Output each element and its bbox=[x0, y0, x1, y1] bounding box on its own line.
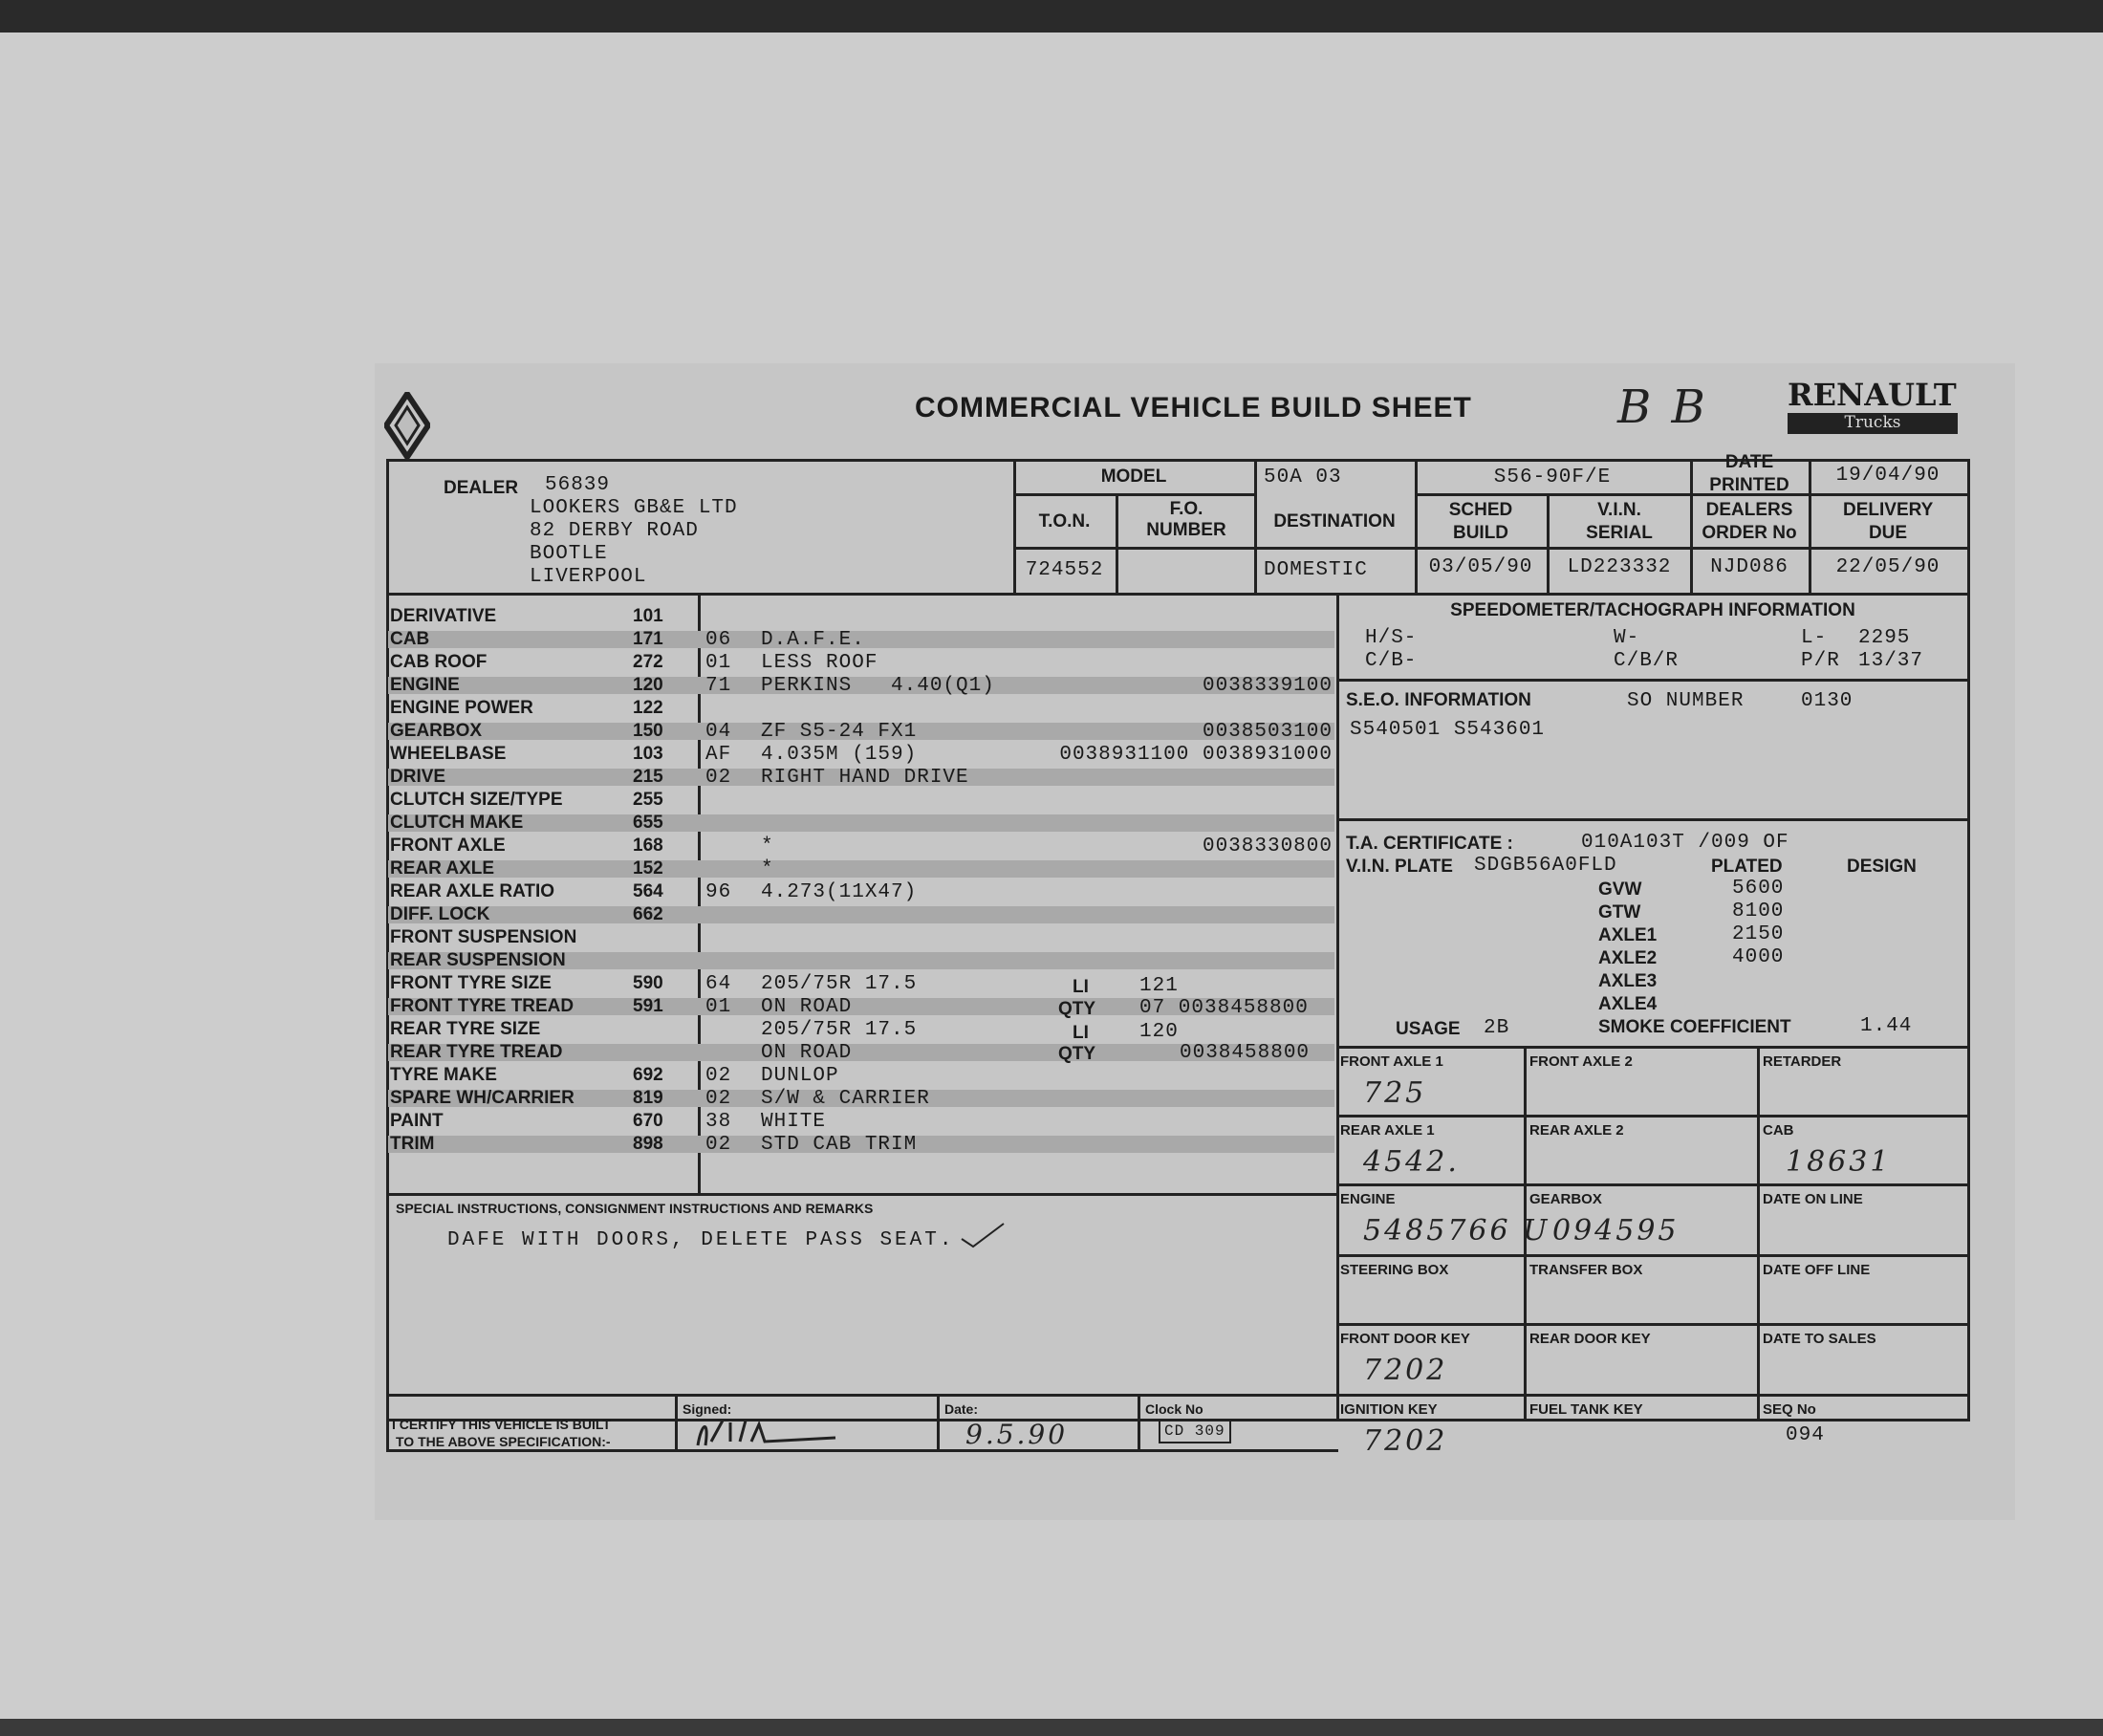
spec-row-part-number: 0038503100 bbox=[1202, 721, 1333, 743]
grid-box-label: STEERING BOX bbox=[1340, 1262, 1449, 1278]
delivery-due-label: DELIVERY DUE bbox=[1843, 500, 1934, 543]
dealers-order-value: NJD086 bbox=[1710, 556, 1789, 578]
spec-row-option: 96 bbox=[705, 881, 732, 903]
spec-row-description: ON ROAD bbox=[761, 996, 853, 1018]
weight-label: GVW bbox=[1598, 879, 1642, 900]
grid-box-label: FRONT AXLE 2 bbox=[1529, 1053, 1633, 1070]
dealers-order-label: DEALERS ORDER No bbox=[1702, 500, 1797, 543]
usage-label: USAGE bbox=[1396, 1019, 1461, 1039]
usage-value: 2B bbox=[1484, 1017, 1510, 1039]
spec-row-option: 71 bbox=[705, 675, 732, 697]
grid-box-label: DATE ON LINE bbox=[1763, 1191, 1863, 1207]
front-li-label: LI bbox=[1073, 977, 1089, 997]
so-number-value: 0130 bbox=[1801, 690, 1854, 712]
grid-box-label: FRONT DOOR KEY bbox=[1340, 1331, 1470, 1347]
vin-plate-label: V.I.N. PLATE bbox=[1346, 857, 1453, 877]
row-shade bbox=[388, 814, 1334, 832]
spec-row-option: 01 bbox=[705, 996, 732, 1018]
sched-build-label: SCHED BUILD bbox=[1448, 500, 1513, 543]
grid-box-label: TRANSFER BOX bbox=[1529, 1262, 1643, 1278]
rear-li-label: LI bbox=[1073, 1023, 1089, 1043]
date-printed-label: DATE PRINTED bbox=[1709, 452, 1789, 495]
spec-row-option: 02 bbox=[705, 1088, 732, 1110]
spec-row-code: 103 bbox=[633, 744, 663, 764]
speedo-cbr: C/B/R bbox=[1614, 650, 1680, 672]
spec-row-code: 171 bbox=[633, 629, 663, 649]
smoke-coefficient-value: 1.44 bbox=[1860, 1015, 1913, 1037]
dealer-code: 56839 bbox=[545, 474, 611, 496]
spec-row-label: TYRE MAKE bbox=[390, 1065, 497, 1085]
scan-bottom-border bbox=[0, 1719, 2103, 1736]
front-qty-label: QTY bbox=[1058, 999, 1096, 1019]
front-qty-value: 07 0038458800 bbox=[1139, 997, 1309, 1019]
spec-row-code: 272 bbox=[633, 652, 663, 672]
plated-label: PLATED bbox=[1711, 857, 1783, 877]
speedo-cb: C/B- bbox=[1365, 650, 1418, 672]
speedo-pr-label: P/R bbox=[1801, 650, 1840, 672]
checkmark-icon bbox=[960, 1220, 1008, 1248]
certify-line-1: I CERTIFY THIS VEHICLE IS BUILT bbox=[392, 1417, 611, 1432]
spec-row-label: REAR AXLE RATIO bbox=[390, 881, 555, 901]
spec-row-label: CAB ROOF bbox=[390, 652, 488, 672]
design-label: DESIGN bbox=[1847, 857, 1917, 877]
destination-label: DESTINATION bbox=[1273, 511, 1396, 532]
spec-row-description: 4.035M (159) bbox=[761, 744, 918, 766]
row-shade bbox=[388, 906, 1334, 923]
spec-row-label: DRIVE bbox=[390, 767, 446, 787]
spec-row-part-number: 0038339100 bbox=[1202, 675, 1333, 697]
date-label: Date: bbox=[944, 1401, 979, 1417]
spec-row-label: REAR AXLE bbox=[390, 858, 495, 879]
grid-box-label: GEARBOX bbox=[1529, 1191, 1602, 1207]
fo-number-label: F.O. NUMBER bbox=[1146, 499, 1226, 540]
speedo-hs: H/S- bbox=[1365, 627, 1418, 649]
spec-row-code: 590 bbox=[633, 973, 663, 993]
destination-value: DOMESTIC bbox=[1264, 559, 1368, 581]
model-value: 50A 03 bbox=[1264, 467, 1342, 488]
speedo-w: W- bbox=[1614, 627, 1640, 649]
spec-row-code: 150 bbox=[633, 721, 663, 741]
dealer-line-2: 82 DERBY ROAD bbox=[530, 520, 699, 542]
seo-label: S.E.O. INFORMATION bbox=[1346, 690, 1531, 710]
dealer-line-1: LOOKERS GB&E LTD bbox=[530, 497, 738, 519]
spec-row-option: 01 bbox=[705, 652, 732, 674]
spec-row-description: ON ROAD bbox=[761, 1042, 853, 1064]
renault-diamond-logo bbox=[384, 392, 430, 459]
spec-row-label: FRONT TYRE TREAD bbox=[390, 996, 575, 1016]
weight-plated-value: 8100 bbox=[1732, 901, 1785, 922]
speedo-pr-value: 13/37 bbox=[1858, 650, 1924, 672]
rear-qty-value: 0038458800 bbox=[1180, 1042, 1311, 1064]
sched-build-value: 03/05/90 bbox=[1428, 556, 1533, 578]
grid-box-value: 4542. bbox=[1363, 1145, 1460, 1179]
spec-row-code: 655 bbox=[633, 813, 663, 833]
scan-top-border bbox=[0, 0, 2103, 33]
spec-row-label: SPARE WH/CARRIER bbox=[390, 1088, 575, 1108]
ton-label: T.O.N. bbox=[1038, 511, 1091, 532]
spec-row-code: 898 bbox=[633, 1134, 663, 1154]
weight-label: AXLE2 bbox=[1598, 948, 1658, 968]
spec-row-code: 662 bbox=[633, 904, 663, 924]
dealer-line-3: BOOTLE bbox=[530, 543, 608, 565]
spec-row-description: D.A.F.E. bbox=[761, 629, 865, 651]
model-code: S56-90F/E bbox=[1493, 467, 1612, 488]
spec-row-label: CLUTCH SIZE/TYPE bbox=[390, 790, 563, 810]
spec-row-code: 670 bbox=[633, 1111, 663, 1131]
spec-row-label: DERIVATIVE bbox=[390, 606, 497, 626]
signature bbox=[692, 1413, 864, 1451]
spec-row-description: DUNLOP bbox=[761, 1065, 839, 1087]
spec-row-code: 255 bbox=[633, 790, 663, 810]
spec-row-option: 04 bbox=[705, 721, 732, 743]
brand-sub: Trucks bbox=[1788, 413, 1958, 434]
smoke-coefficient-label: SMOKE COEFFICIENT bbox=[1598, 1017, 1791, 1037]
spec-row-code: 591 bbox=[633, 996, 663, 1016]
spec-row-option: 06 bbox=[705, 629, 732, 651]
spec-row-description: S/W & CARRIER bbox=[761, 1088, 930, 1110]
rear-qty-label: QTY bbox=[1058, 1044, 1096, 1064]
model-label: MODEL bbox=[1100, 467, 1167, 487]
weight-plated-value: 5600 bbox=[1732, 878, 1785, 900]
spec-row-code: 215 bbox=[633, 767, 663, 787]
spec-row-code: 120 bbox=[633, 675, 663, 695]
build-sheet bbox=[375, 363, 2015, 1520]
spec-row-option: 64 bbox=[705, 973, 732, 995]
handwritten-initials: B B bbox=[1617, 380, 1708, 434]
grid-box-label: REAR AXLE 1 bbox=[1340, 1122, 1435, 1139]
spec-row-option: 38 bbox=[705, 1111, 732, 1133]
weight-label: GTW bbox=[1598, 902, 1641, 922]
spec-row-label: CLUTCH MAKE bbox=[390, 813, 524, 833]
ton-value: 724552 bbox=[1025, 559, 1104, 581]
spec-row-label: FRONT AXLE bbox=[390, 835, 506, 856]
grid-box-label: ENGINE bbox=[1340, 1191, 1396, 1207]
spec-row-description: ZF S5-24 FX1 bbox=[761, 721, 918, 743]
spec-row-code: 152 bbox=[633, 858, 663, 879]
spec-row-label: ENGINE POWER bbox=[390, 698, 533, 718]
spec-row-label: DIFF. LOCK bbox=[390, 904, 490, 924]
date-value: 9.5.90 bbox=[965, 1419, 1069, 1450]
grid-box-value: 094 bbox=[1786, 1424, 1825, 1446]
spec-row-label: CAB bbox=[390, 629, 430, 649]
spec-row-label: WHEELBASE bbox=[390, 744, 507, 764]
front-li-value: 121 bbox=[1139, 975, 1179, 997]
dealer-line-4: LIVERPOOL bbox=[530, 566, 647, 588]
row-shade bbox=[388, 860, 1334, 878]
grid-box-value: 7202 bbox=[1363, 1354, 1448, 1387]
spec-row-code: 564 bbox=[633, 881, 663, 901]
signed-label: Signed: bbox=[683, 1401, 732, 1417]
grid-box-label: SEQ No bbox=[1763, 1401, 1816, 1418]
grid-box-label: DATE OFF LINE bbox=[1763, 1262, 1871, 1278]
so-number-label: SO NUMBER bbox=[1627, 690, 1745, 712]
spec-row-label: GEARBOX bbox=[390, 721, 483, 741]
spec-row-description: * bbox=[761, 835, 774, 857]
grid-box-label: CAB bbox=[1763, 1122, 1794, 1139]
spec-row-description: 205/75R 17.5 bbox=[761, 1019, 918, 1041]
spec-row-code: 101 bbox=[633, 606, 663, 626]
vin-plate-value: SDGB56A0FLD bbox=[1474, 855, 1617, 877]
spec-row-description: 4.273(11X47) bbox=[761, 881, 918, 903]
grid-box-label: DATE TO SALES bbox=[1763, 1331, 1876, 1347]
spec-row-option: AF bbox=[705, 744, 732, 766]
grid-box-label: FRONT AXLE 1 bbox=[1340, 1053, 1443, 1070]
weight-label: AXLE3 bbox=[1598, 971, 1658, 991]
certify-line-2: TO THE ABOVE SPECIFICATION:- bbox=[396, 1434, 611, 1449]
rear-li-value: 120 bbox=[1139, 1021, 1179, 1043]
grid-box-value: 7202 bbox=[1363, 1424, 1448, 1458]
weight-label: AXLE4 bbox=[1598, 994, 1658, 1014]
spec-row-description: 205/75R 17.5 bbox=[761, 973, 918, 995]
sheet-title: COMMERCIAL VEHICLE BUILD SHEET bbox=[915, 392, 1472, 423]
spec-row-label: FRONT SUSPENSION bbox=[390, 927, 577, 947]
clock-no-label: Clock No bbox=[1145, 1401, 1203, 1417]
grid-box-value: 5485766 U bbox=[1363, 1214, 1550, 1248]
speedo-l-label: L- bbox=[1801, 627, 1828, 649]
ta-cert-label: T.A. CERTIFICATE : bbox=[1346, 834, 1513, 854]
spec-row-label: ENGINE bbox=[390, 675, 460, 695]
grid-box-label: RETARDER bbox=[1763, 1053, 1842, 1070]
grid-box-label: REAR AXLE 2 bbox=[1529, 1122, 1624, 1139]
weight-plated-value: 4000 bbox=[1732, 946, 1785, 968]
spec-row-part-number: 0038931100 0038931000 bbox=[1059, 744, 1333, 766]
weight-plated-value: 2150 bbox=[1732, 923, 1785, 945]
weight-label: AXLE1 bbox=[1598, 925, 1658, 945]
spec-row-label: TRIM bbox=[390, 1134, 435, 1154]
vin-serial-label: V.I.N. SERIAL bbox=[1586, 500, 1653, 543]
date-printed-value: 19/04/90 bbox=[1835, 465, 1940, 487]
spec-row-description: STD CAB TRIM bbox=[761, 1134, 918, 1156]
grid-box-label: REAR DOOR KEY bbox=[1529, 1331, 1651, 1347]
spec-row-option: 02 bbox=[705, 1134, 732, 1156]
grid-box-value: 18631 bbox=[1786, 1145, 1892, 1179]
grid-box-label: FUEL TANK KEY bbox=[1529, 1401, 1643, 1418]
brand-name: RENAULT bbox=[1788, 377, 1957, 413]
ta-cert-value: 010A103T /009 OF bbox=[1581, 832, 1789, 854]
renault-trucks-logo bbox=[1788, 377, 1958, 432]
spec-row-code: 692 bbox=[633, 1065, 663, 1085]
grid-box-value: 725 bbox=[1363, 1076, 1427, 1110]
dealer-label: DEALER bbox=[444, 478, 519, 498]
grid-box-value: 094595 bbox=[1552, 1214, 1680, 1248]
grid-box-label: IGNITION KEY bbox=[1340, 1401, 1438, 1418]
spec-row-label: PAINT bbox=[390, 1111, 444, 1131]
spec-row-description: LESS ROOF bbox=[761, 652, 878, 674]
spec-row-label: REAR SUSPENSION bbox=[390, 950, 566, 970]
spec-row-code: 168 bbox=[633, 835, 663, 856]
spec-row-part-number: 0038330800 bbox=[1202, 835, 1333, 857]
spec-row-code: 819 bbox=[633, 1088, 663, 1108]
clock-no-stamp: CD 309 bbox=[1159, 1419, 1231, 1443]
special-instructions-label: SPECIAL INSTRUCTIONS, CONSIGNMENT INSTRUCTIONS AND REMARKS bbox=[396, 1201, 874, 1216]
spec-row-label: FRONT TYRE SIZE bbox=[390, 973, 552, 993]
seo-codes: S540501 S543601 bbox=[1350, 719, 1546, 741]
speedo-title: SPEEDOMETER/TACHOGRAPH INFORMATION bbox=[1450, 600, 1855, 620]
spec-row-option: 02 bbox=[705, 767, 732, 789]
spec-row-label: REAR TYRE SIZE bbox=[390, 1019, 541, 1039]
vin-serial-value: LD223332 bbox=[1567, 556, 1672, 578]
speedo-l-value: 2295 bbox=[1858, 627, 1911, 649]
spec-row-description: * bbox=[761, 858, 774, 880]
spec-row-option: 02 bbox=[705, 1065, 732, 1087]
spec-row-code: 122 bbox=[633, 698, 663, 718]
special-instructions-text: DAFE WITH DOORS, DELETE PASS SEAT. bbox=[447, 1229, 955, 1251]
delivery-due-value: 22/05/90 bbox=[1835, 556, 1940, 578]
spec-row-description: WHITE bbox=[761, 1111, 827, 1133]
spec-row-description: PERKINS 4.40(Q1) bbox=[761, 675, 995, 697]
spec-row-label: REAR TYRE TREAD bbox=[390, 1042, 563, 1062]
spec-row-description: RIGHT HAND DRIVE bbox=[761, 767, 969, 789]
